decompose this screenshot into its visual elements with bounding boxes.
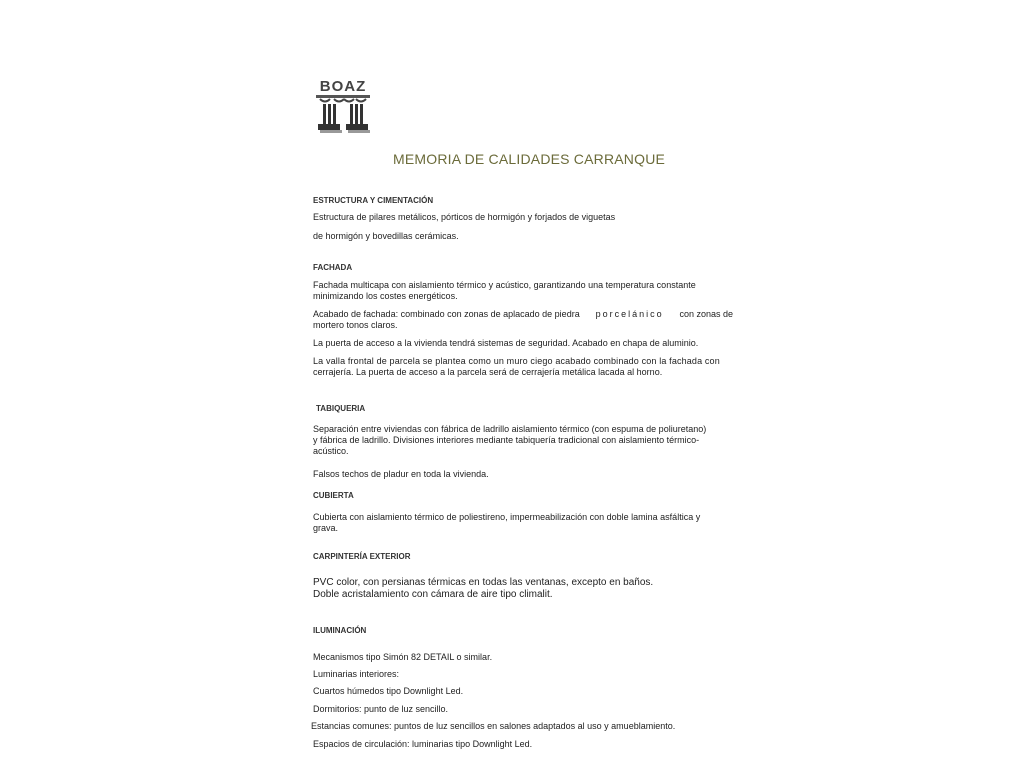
fachada-text: con zonas de	[679, 309, 733, 319]
section-heading-iluminacion: ILUMINACIÓN	[313, 626, 367, 635]
fachada-acabado-line	[313, 309, 733, 320]
iluminacion-line: Dormitorios: punto de luz sencillo.	[313, 704, 449, 714]
page-title: MEMORIA DE CALIDADES CARRANQUE	[393, 151, 666, 167]
iluminacion-line: Luminarias interiores:	[313, 669, 400, 679]
boaz-logo	[314, 78, 372, 134]
estructura-line: Estructura de pilares metálicos, pórticos de hormigón y forjados de viguetas	[313, 212, 616, 222]
iluminacion-line: Mecanismos tipo Simón 82 DETAIL o similar.	[313, 652, 493, 662]
iluminacion-line: Espacios de circulación: luminarias tipo Downlight Led.	[313, 739, 533, 749]
iluminacion-line: Estancias comunes: puntos de luz sencillos en salones adaptados al uso y amueblamiento.	[311, 721, 676, 731]
carpinteria-line: Doble acristalamiento con cámara de aire tipo climalit.	[313, 589, 553, 600]
fachada-text: Acabado de fachada: combinado con zonas de aplacado de piedra	[313, 309, 580, 319]
twin-columns-icon	[314, 78, 372, 134]
estructura-line: de hormigón y bovedillas cerámicas.	[313, 231, 459, 241]
tabiqueria-line: y fábrica de ladrillo. Divisiones interiores mediante tabiquería tradicional con aislamiento térmico-	[313, 435, 700, 445]
section-heading-carpinteria: CARPINTERÍA EXTERIOR	[313, 552, 411, 561]
fachada-line: cerrajería. La puerta de acceso a la parcela será de cerrajería metálica lacada al horno.	[313, 367, 663, 377]
fachada-line: Fachada multicapa con aislamiento térmico y acústico, garantizando una temperatura constante	[313, 280, 696, 290]
tabiqueria-line: acústico.	[313, 446, 349, 456]
cubierta-line: Cubierta con aislamiento térmico de poliestireno, impermeabilización con doble lamina asfáltica y	[313, 512, 701, 522]
logo-text: BOAZ	[319, 78, 367, 95]
cubierta-line: grava.	[313, 523, 339, 533]
carpinteria-line: PVC color, con persianas térmicas en todas las ventanas, excepto en baños.	[313, 577, 654, 588]
fachada-line: La valla frontal de parcela se plantea como un muro ciego acabado combinado con la fachada con	[313, 356, 720, 366]
section-heading-tabiqueria: TABIQUERIA	[316, 404, 366, 413]
section-heading-estructura: ESTRUCTURA Y CIMENTACIÓN	[313, 196, 434, 205]
fachada-line: minimizando los costes energéticos.	[313, 291, 458, 301]
fachada-text: porcelánico	[595, 309, 664, 319]
section-heading-fachada: FACHADA	[313, 263, 353, 272]
tabiqueria-line: Separación entre viviendas con fábrica de ladrillo aislamiento térmico (con espuma de poliuretano)	[313, 424, 707, 434]
tabiqueria-line: Falsos techos de pladur en toda la vivienda.	[313, 469, 489, 479]
section-heading-cubierta: CUBIERTA	[313, 491, 354, 500]
iluminacion-line: Cuartos húmedos tipo Downlight Led.	[313, 686, 464, 696]
fachada-line: La puerta de acceso a la vivienda tendrá sistemas de seguridad. Acabado en chapa de aluminio.	[313, 338, 699, 348]
fachada-line: mortero tonos claros.	[313, 320, 398, 330]
